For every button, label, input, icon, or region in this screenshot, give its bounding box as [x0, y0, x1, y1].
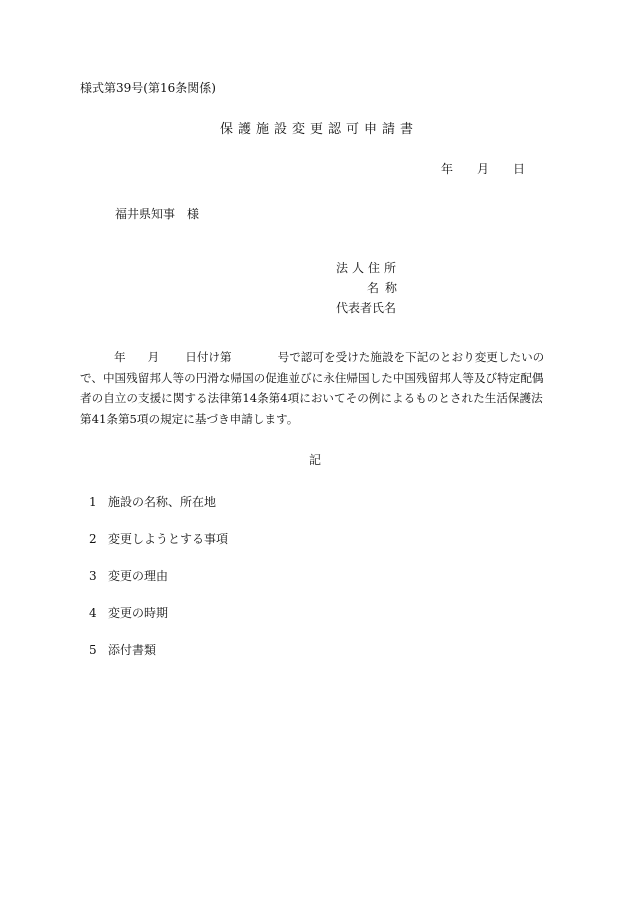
body-month: 月	[147, 350, 160, 364]
application-body	[80, 347, 550, 429]
applicant-name-label: 名称	[367, 281, 404, 295]
applicant-block	[336, 258, 403, 318]
list-item	[89, 641, 228, 660]
list-item	[89, 567, 228, 586]
item-number: 5	[89, 643, 97, 657]
list-item	[89, 530, 228, 549]
item-label: 施設の名称、所在地	[108, 495, 217, 509]
body-line-3: 者の自立の支援に関する法律第14条第4項においてその例によるものとされた生活保護法	[80, 391, 543, 405]
item-label: 変更の理由	[108, 569, 169, 583]
list-item	[89, 493, 228, 512]
body-rest-line1: 号で認可を受けた施設を下記のとおり変更したいの	[277, 350, 545, 364]
addressee: 福井県知事 様	[115, 207, 200, 221]
item-label: 変更の時期	[108, 606, 169, 620]
list-item	[89, 604, 228, 623]
body-line-1	[80, 347, 550, 368]
item-label: 添付書類	[108, 643, 157, 657]
date-line	[441, 160, 525, 177]
item-number: 4	[89, 606, 97, 620]
applicant-address-label: 法人住所	[336, 261, 401, 275]
item-list	[89, 493, 228, 678]
item-number: 2	[89, 532, 97, 546]
body-year: 年	[114, 350, 126, 364]
date-year-label: 年	[441, 162, 454, 176]
body-dated: 日付け第	[185, 350, 232, 364]
document-title: 保護施設変更認可申請書	[219, 122, 418, 137]
item-number: 1	[89, 495, 97, 509]
body-line-2: で、中国残留邦人等の円滑な帰国の促進並びに永住帰国した中国残留邦人等及び特定配偶	[80, 370, 544, 385]
item-number: 3	[89, 569, 97, 583]
item-label: 変更しようとする事項	[108, 532, 229, 546]
body-line-4: 第41条第5項の規定に基づき申請します。	[80, 411, 299, 426]
date-day-label: 日	[513, 162, 526, 176]
form-number: 様式第39号(第16条関係)	[80, 81, 216, 95]
ki-heading: 記	[308, 453, 321, 467]
applicant-representative-label: 代表者氏名	[336, 301, 397, 315]
date-month-label: 月	[477, 162, 490, 176]
